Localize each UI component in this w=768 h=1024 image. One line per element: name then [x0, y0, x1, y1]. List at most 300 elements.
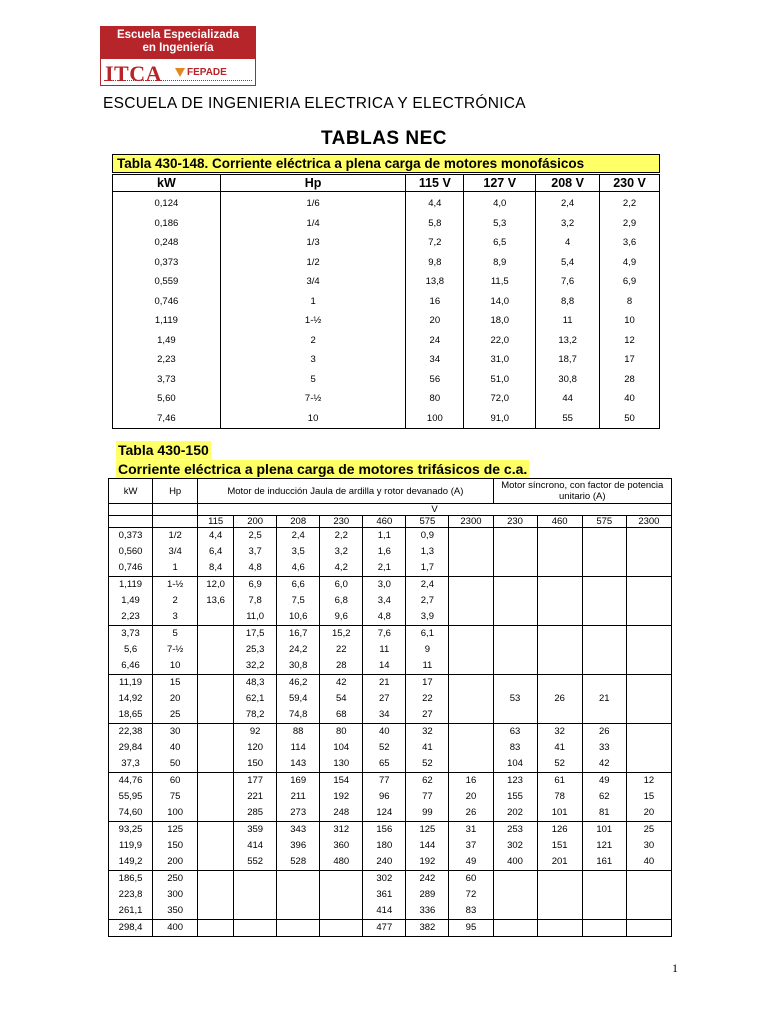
table-cell — [626, 675, 671, 724]
cell-value: 3,73 — [121, 628, 140, 639]
table-row-group — [109, 626, 672, 675]
table-cell: 80 — [406, 389, 464, 409]
cell-value — [449, 724, 492, 740]
table-cell — [493, 871, 537, 920]
table-cell: 7,2 — [406, 233, 464, 253]
cell-value: 1,7 — [420, 562, 434, 573]
cell-value: 59,4 — [288, 693, 308, 704]
voltage-header: 460 — [363, 516, 406, 528]
cell-value: 211 — [290, 791, 306, 802]
table-row — [113, 272, 660, 292]
cell-value: 74,8 — [288, 709, 308, 720]
cell-value: 221 — [247, 791, 264, 802]
table-cell — [582, 822, 626, 871]
table-cell — [493, 920, 537, 937]
table-cell — [493, 773, 537, 822]
cell-value: 16,7 — [288, 628, 308, 639]
logo-strip — [104, 80, 252, 84]
table-cell — [109, 920, 153, 937]
table-cell — [406, 675, 449, 724]
cell-value: 101 — [596, 824, 613, 835]
table-cell — [493, 528, 537, 577]
table1-caption: Tabla 430-148. Corriente eléctrica a plena carga de motores monofásicos — [112, 154, 660, 173]
table-cell: 2,2 — [600, 192, 660, 214]
cell-value — [449, 609, 492, 625]
table-cell — [449, 626, 493, 675]
cell-value: 2,5 — [248, 530, 262, 541]
cell-value: 360 — [333, 840, 350, 851]
header-volts: V — [198, 504, 672, 516]
cell-value: 361 — [376, 889, 393, 900]
table-cell — [277, 577, 320, 626]
table-cell — [582, 577, 626, 626]
cell-value: 52 — [379, 742, 390, 753]
cell-value: 6,8 — [334, 595, 348, 606]
table-cell: 3,2 — [536, 214, 600, 234]
table-cell — [449, 871, 493, 920]
table-cell: 4 — [536, 233, 600, 253]
table-cell — [320, 871, 363, 920]
cell-value — [583, 707, 626, 723]
cell-value: 7,8 — [248, 595, 262, 606]
cell-value: 6,4 — [209, 546, 223, 557]
table-cell — [198, 577, 234, 626]
logo-line1: Escuela Especializada — [116, 29, 240, 41]
cell-value: 33 — [598, 742, 610, 753]
cell-value — [494, 707, 537, 723]
table-cell — [363, 626, 406, 675]
table-cell — [626, 871, 671, 920]
cell-value: 336 — [419, 905, 436, 916]
voltage-header: 2300 — [449, 516, 493, 528]
cell-value: 26 — [598, 726, 610, 737]
cell-value — [449, 544, 492, 560]
voltage-header: 200 — [234, 516, 277, 528]
fepade-mark-icon — [175, 68, 185, 77]
cell-value: 149,2 — [118, 856, 143, 867]
cell-value: 114 — [290, 742, 306, 753]
table-cell — [153, 920, 198, 937]
cell-value — [198, 724, 233, 740]
cell-value: 80 — [335, 726, 347, 737]
table-cell: 4,9 — [600, 253, 660, 273]
table-cell: 31,0 — [464, 350, 536, 370]
cell-value: 6,46 — [121, 660, 140, 671]
table-row-group — [109, 577, 672, 626]
cell-value: 10,6 — [288, 611, 308, 622]
table2-volt-label-row — [109, 504, 672, 516]
cell-value: 192 — [419, 856, 436, 867]
cell-value: 300 — [167, 889, 184, 900]
table-cell: 10 — [220, 409, 406, 429]
table-cell — [153, 577, 198, 626]
cell-value — [198, 871, 233, 887]
cell-value: 41 — [422, 742, 433, 753]
table2-header-row — [109, 479, 672, 504]
cell-value: 21 — [598, 693, 610, 704]
table-cell — [277, 822, 320, 871]
cell-value: 34 — [379, 709, 390, 720]
cell-value: 62,1 — [245, 693, 265, 704]
cell-value: 88 — [292, 726, 304, 737]
table-cell — [626, 920, 671, 937]
cell-value: 104 — [507, 758, 523, 769]
voltage-header: 115 — [198, 516, 234, 528]
table-cell — [198, 528, 234, 577]
cell-value: 200 — [167, 856, 184, 867]
cell-value: 223,8 — [118, 889, 143, 900]
cell-value — [277, 920, 319, 936]
cell-value: 11,19 — [119, 677, 143, 688]
table-row — [113, 409, 660, 429]
cell-value — [449, 528, 492, 544]
cell-value: 1,1 — [377, 530, 391, 541]
table-row — [113, 292, 660, 312]
cell-value — [627, 691, 671, 707]
cell-value — [198, 920, 233, 936]
table-cell: 56 — [406, 370, 464, 390]
cell-value: 32,2 — [245, 660, 265, 671]
table-row — [113, 233, 660, 253]
table-cell: 13,8 — [406, 272, 464, 292]
cell-value: 9 — [424, 644, 431, 655]
voltage-header: 208 — [277, 516, 320, 528]
table-cell: 13,2 — [536, 331, 600, 351]
table-cell: 72,0 — [464, 389, 536, 409]
cell-value: 54 — [335, 693, 347, 704]
cell-value: 143 — [290, 758, 307, 769]
table-cell: 8,9 — [464, 253, 536, 273]
table-cell — [449, 822, 493, 871]
cell-value: 61 — [554, 775, 565, 786]
table-row-group — [109, 871, 672, 920]
cell-value — [627, 740, 671, 756]
cell-value: 273 — [290, 807, 307, 818]
table-cell: 1 — [220, 292, 406, 312]
table-cell — [320, 626, 363, 675]
cell-value — [538, 871, 582, 887]
cell-value: 3,0 — [377, 579, 391, 590]
cell-value: 22 — [335, 644, 347, 655]
table2-caption-number: Tabla 430-150 — [118, 442, 209, 458]
cell-value — [583, 609, 626, 625]
cell-value: 5 — [172, 628, 178, 639]
cell-value: 130 — [333, 758, 350, 769]
cell-value: 49 — [598, 775, 610, 786]
table-cell — [406, 773, 449, 822]
cell-value: 68 — [335, 709, 347, 720]
cell-value: 20 — [169, 693, 181, 704]
table-cell — [363, 724, 406, 773]
table-cell — [320, 675, 363, 724]
cell-value — [538, 675, 582, 691]
cell-value: 350 — [167, 905, 184, 916]
cell-value: 3,9 — [420, 611, 434, 622]
cell-value — [538, 707, 582, 723]
cell-value: 32 — [554, 726, 565, 737]
table-cell — [109, 675, 153, 724]
table-cell — [493, 626, 537, 675]
cell-value: 78 — [554, 791, 565, 802]
table-row-group — [109, 675, 672, 724]
cell-value: 186,5 — [118, 873, 143, 884]
table-cell — [537, 675, 582, 724]
cell-value: 180 — [376, 840, 393, 851]
table-cell: 40 — [600, 389, 660, 409]
cell-value: 156 — [376, 824, 393, 835]
table-cell — [277, 528, 320, 577]
table-cell: 17 — [600, 350, 660, 370]
table-cell — [277, 773, 320, 822]
table-cell — [493, 577, 537, 626]
cell-value: 2,4 — [291, 530, 305, 541]
cell-value — [198, 756, 233, 772]
cell-value: 26 — [554, 693, 565, 704]
cell-value: 248 — [333, 807, 350, 818]
cell-value: 22 — [422, 693, 433, 704]
cell-value — [449, 658, 492, 674]
cell-value: 477 — [376, 922, 393, 933]
table-row-group — [109, 822, 672, 871]
logo-banner — [100, 26, 256, 58]
table-cell: 18,7 — [536, 350, 600, 370]
cell-value: 62 — [598, 791, 610, 802]
table-cell: 1,49 — [113, 331, 221, 351]
cell-value: 154 — [333, 775, 350, 786]
cell-value — [583, 887, 626, 903]
table-cell — [198, 626, 234, 675]
table-cell: 4,4 — [406, 192, 464, 214]
cell-value — [627, 724, 671, 740]
table-cell — [234, 577, 277, 626]
table-cell — [153, 528, 198, 577]
table-cell: 9,8 — [406, 253, 464, 273]
table-cell — [537, 871, 582, 920]
table-cell — [277, 920, 320, 937]
table-cell — [320, 724, 363, 773]
column-header: 208 V — [536, 175, 600, 192]
cell-value — [494, 903, 537, 919]
table-cell: 22,0 — [464, 331, 536, 351]
table-cell — [537, 920, 582, 937]
table-cell — [198, 920, 234, 937]
table-cell — [582, 724, 626, 773]
cell-value — [449, 626, 492, 642]
cell-value: 1-½ — [166, 579, 184, 590]
cell-value: 201 — [551, 856, 568, 867]
cell-value: 100 — [167, 807, 184, 818]
table-cell: 11 — [536, 311, 600, 331]
cell-value — [583, 544, 626, 560]
table-cell — [537, 724, 582, 773]
table-cell — [198, 773, 234, 822]
cell-value — [627, 707, 671, 723]
cell-value — [538, 658, 582, 674]
cell-value — [583, 626, 626, 642]
table-cell: 1/4 — [220, 214, 406, 234]
voltage-header: 230 — [320, 516, 363, 528]
cell-value: 26 — [465, 807, 477, 818]
cell-value — [538, 887, 582, 903]
table-cell — [320, 822, 363, 871]
header-induction-motor: Motor de inducción Jaula de ardilla y rotor devanado (A) — [198, 479, 493, 504]
table-cell: 3,73 — [113, 370, 221, 390]
table-cell — [626, 577, 671, 626]
page-number: 1 — [672, 961, 678, 975]
cell-value: 12,0 — [206, 579, 225, 590]
table-cell — [320, 577, 363, 626]
cell-value: 0,746 — [118, 562, 143, 573]
cell-value: 77 — [379, 775, 390, 786]
table-cell — [153, 626, 198, 675]
cell-value: 126 — [551, 824, 568, 835]
cell-value: 46,2 — [288, 677, 308, 688]
cell-value: 6,6 — [291, 579, 305, 590]
cell-value: 27 — [422, 709, 433, 720]
cell-value: 31 — [465, 824, 477, 835]
cell-value: 177 — [247, 775, 264, 786]
table-cell — [449, 920, 493, 937]
cell-value: 414 — [376, 905, 393, 916]
cell-value: 7-½ — [166, 644, 184, 655]
table-cell — [493, 724, 537, 773]
table-cell — [234, 528, 277, 577]
cell-value: 15 — [643, 791, 655, 802]
itca-fepade-logo — [100, 26, 256, 86]
table-cell — [406, 626, 449, 675]
cell-value — [494, 658, 537, 674]
cell-value — [198, 887, 233, 903]
table-cell — [363, 822, 406, 871]
cell-value — [538, 528, 582, 544]
table-cell — [153, 822, 198, 871]
cell-value: 3,5 — [291, 546, 305, 557]
cell-value — [494, 528, 537, 544]
cell-value — [234, 871, 276, 887]
table-cell: 51,0 — [464, 370, 536, 390]
cell-value — [627, 642, 671, 658]
cell-value — [538, 626, 582, 642]
column-header: kW — [113, 175, 221, 192]
cell-value: 250 — [167, 873, 184, 884]
table-cell — [406, 920, 449, 937]
table-cell — [406, 822, 449, 871]
table-cell: 3,6 — [600, 233, 660, 253]
table-cell: 6,9 — [600, 272, 660, 292]
cell-value — [583, 528, 626, 544]
table-cell — [582, 920, 626, 937]
table-row — [113, 214, 660, 234]
table-cell — [363, 577, 406, 626]
cell-value: 20 — [643, 807, 655, 818]
table-cell: 34 — [406, 350, 464, 370]
cell-value: 48,3 — [245, 677, 265, 688]
table-cell — [406, 871, 449, 920]
cell-value: 261,1 — [118, 905, 143, 916]
cell-value — [494, 675, 537, 691]
cell-value: 343 — [290, 824, 307, 835]
table-cell — [363, 675, 406, 724]
cell-value: 3/4 — [168, 546, 182, 557]
cell-value: 83 — [509, 742, 521, 753]
cell-value: 17,5 — [245, 628, 265, 639]
cell-value — [627, 593, 671, 609]
cell-value — [198, 903, 233, 919]
cell-value — [234, 887, 276, 903]
cell-value — [583, 593, 626, 609]
cell-value: 22,38 — [118, 726, 143, 737]
cell-value: 4,8 — [248, 562, 262, 573]
table-cell: 7-½ — [220, 389, 406, 409]
cell-value: 552 — [247, 856, 264, 867]
table-cell: 12 — [600, 331, 660, 351]
cell-value: 161 — [596, 856, 613, 867]
table-cell: 5,60 — [113, 389, 221, 409]
cell-value — [449, 642, 492, 658]
cell-value: 10 — [169, 660, 181, 671]
cell-value: 25 — [643, 824, 655, 835]
voltage-header: 2300 — [626, 516, 671, 528]
table-cell: 55 — [536, 409, 600, 429]
cell-value: 11,0 — [246, 611, 265, 622]
table-cell: 2,4 — [536, 192, 600, 214]
cell-value: 44,76 — [118, 775, 143, 786]
table-cell — [234, 822, 277, 871]
table-cell — [363, 920, 406, 937]
table-cell: 91,0 — [464, 409, 536, 429]
table1-header-row — [113, 175, 660, 192]
cell-value: 37,3 — [121, 758, 140, 769]
table-row-group — [109, 773, 672, 822]
cell-value: 155 — [507, 791, 523, 802]
cell-value: 298,4 — [118, 922, 143, 933]
cell-value: 359 — [247, 824, 264, 835]
cell-value: 41 — [554, 742, 565, 753]
cell-value: 14 — [379, 660, 390, 671]
cell-value — [494, 887, 537, 903]
table-cell — [406, 724, 449, 773]
table-cell — [537, 577, 582, 626]
cell-value — [627, 920, 671, 936]
table-cell — [582, 528, 626, 577]
voltage-header: 575 — [406, 516, 449, 528]
table-cell — [626, 626, 671, 675]
cell-value — [198, 675, 233, 691]
cell-value: 0,9 — [420, 530, 434, 541]
cell-value: 1,3 — [420, 546, 434, 557]
cell-value — [198, 789, 233, 805]
cell-value — [494, 544, 537, 560]
cell-value — [627, 887, 671, 903]
table-cell — [449, 724, 493, 773]
cell-value — [198, 658, 233, 674]
table-cell — [277, 675, 320, 724]
cell-value — [494, 871, 537, 887]
cell-value: 150 — [167, 840, 184, 851]
cell-value — [538, 609, 582, 625]
cell-value: 75 — [169, 791, 181, 802]
table-cell — [363, 871, 406, 920]
table-cell — [109, 871, 153, 920]
table-cell: 1/2 — [220, 253, 406, 273]
cell-value — [627, 626, 671, 642]
cell-value: 6,1 — [420, 628, 434, 639]
cell-value: 2,4 — [420, 579, 434, 590]
cell-value: 400 — [167, 922, 184, 933]
table-cell: 7,6 — [536, 272, 600, 292]
cell-value — [538, 593, 582, 609]
cell-value — [627, 903, 671, 919]
